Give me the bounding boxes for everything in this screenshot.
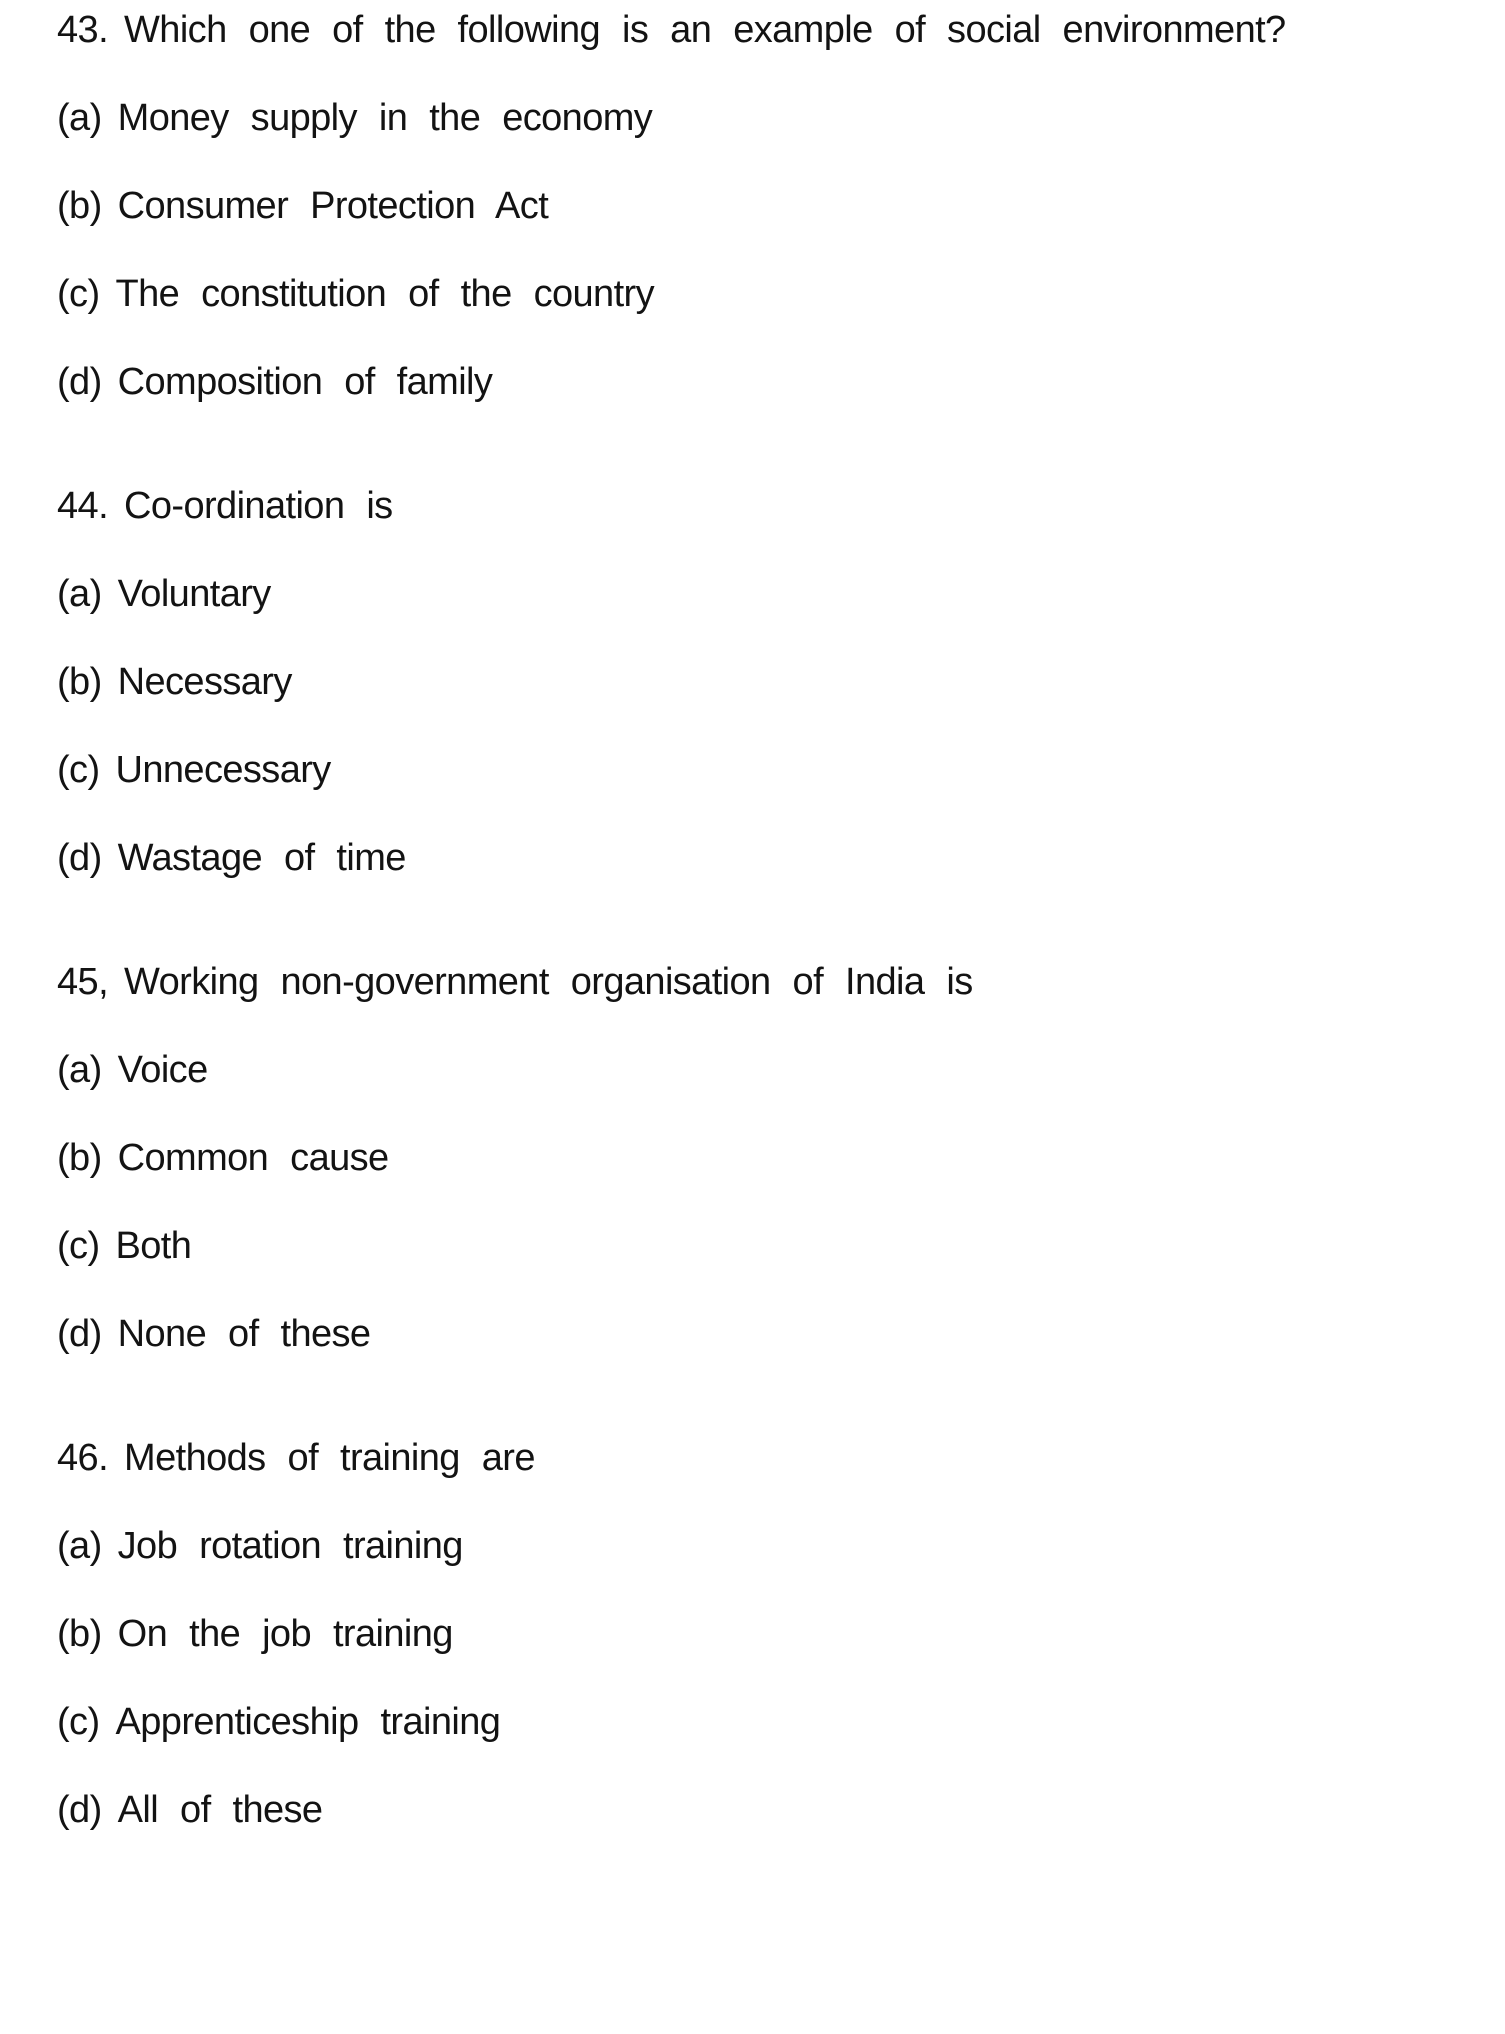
question-text: Which one of the following is an example of social environment? [124, 9, 1286, 51]
option-label: (c) [57, 1225, 100, 1267]
option-label: (c) [57, 273, 100, 315]
option-text: Job rotation training [117, 1525, 463, 1567]
option-text: All of these [117, 1789, 323, 1831]
option-label: (a) [57, 97, 102, 139]
option-label: (d) [57, 1313, 102, 1355]
option-line [57, 272, 1475, 316]
option-line [57, 748, 1475, 792]
question-number: 44. [57, 485, 109, 527]
question-block-45 [57, 960, 1475, 1356]
option-label: (a) [57, 573, 102, 615]
option-text: Apprenticeship training [115, 1701, 501, 1743]
option-text: Unnecessary [115, 749, 331, 791]
option-line [57, 1136, 1475, 1180]
question-block-46 [57, 1436, 1475, 1832]
question-text: Methods of training are [124, 1437, 535, 1479]
option-text: Both [115, 1225, 192, 1267]
option-line [57, 1788, 1475, 1832]
option-label: (d) [57, 1789, 102, 1831]
option-text: Voluntary [117, 573, 271, 615]
option-text: Consumer Protection Act [117, 185, 549, 227]
option-line [57, 1048, 1475, 1092]
option-label: (a) [57, 1049, 102, 1091]
option-line [57, 1700, 1475, 1744]
option-label: (b) [57, 1613, 102, 1655]
option-text: On the job training [117, 1613, 453, 1655]
option-text: The constitution of the country [115, 273, 654, 315]
option-line [57, 360, 1475, 404]
option-text: Money supply in the economy [117, 97, 653, 139]
option-label: (b) [57, 1137, 102, 1179]
option-label: (c) [57, 749, 100, 791]
option-text: None of these [117, 1313, 371, 1355]
option-line [57, 1524, 1475, 1568]
question-text: Co-ordination is [124, 485, 393, 527]
option-text: Necessary [117, 661, 292, 703]
option-text: Wastage of time [117, 837, 406, 879]
question-block-44 [57, 484, 1475, 880]
question-number: 45, [57, 961, 109, 1003]
option-label: (a) [57, 1525, 102, 1567]
option-label: (c) [57, 1701, 100, 1743]
option-line [57, 1612, 1475, 1656]
option-label: (d) [57, 361, 102, 403]
question-number: 43. [57, 9, 109, 51]
option-line [57, 836, 1475, 880]
option-text: Composition of family [117, 361, 493, 403]
question-text: Working non-government organisation of India is [124, 961, 973, 1003]
option-label: (d) [57, 837, 102, 879]
option-label: (b) [57, 661, 102, 703]
question-block-43 [57, 8, 1475, 404]
option-line [57, 1312, 1475, 1356]
option-line [57, 96, 1475, 140]
question-line [57, 1436, 1475, 1480]
question-line [57, 8, 1475, 52]
question-line [57, 484, 1475, 528]
question-line [57, 960, 1475, 1004]
option-label: (b) [57, 185, 102, 227]
option-line [57, 572, 1475, 616]
option-text: Voice [117, 1049, 208, 1091]
option-line [57, 660, 1475, 704]
option-line [57, 184, 1475, 228]
option-text: Common cause [117, 1137, 389, 1179]
question-number: 46. [57, 1437, 109, 1479]
option-line [57, 1224, 1475, 1268]
